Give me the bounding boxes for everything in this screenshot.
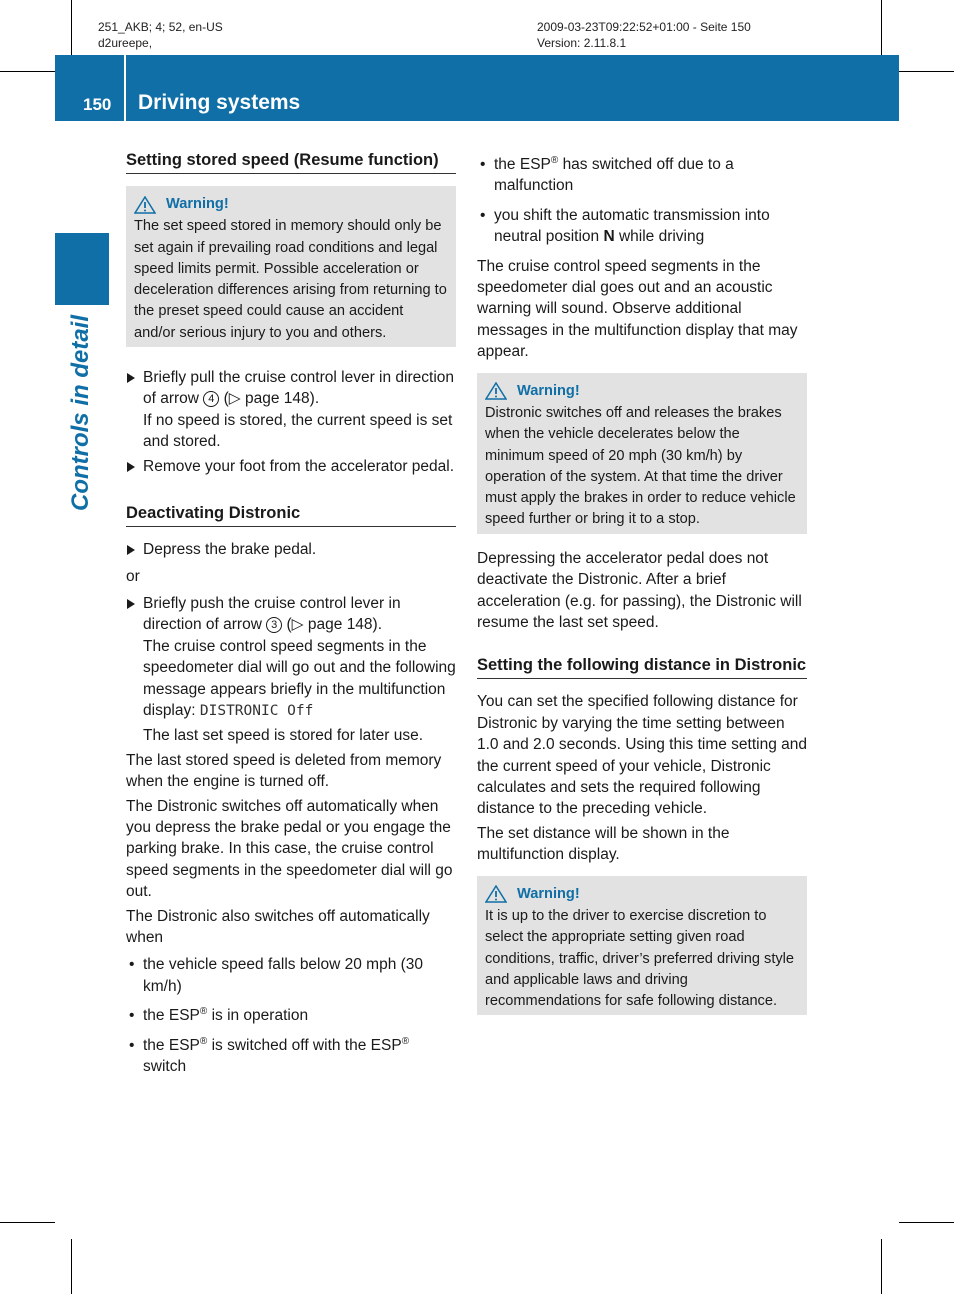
step-text: Depress the brake pedal. (143, 541, 317, 559)
meta-line: d2ureepe, (98, 36, 153, 50)
body-paragraph: The last stored speed is deleted from memory when the engine is turned off. (126, 751, 442, 791)
registered-mark: ® (199, 1035, 208, 1047)
crop-mark (899, 71, 954, 72)
distance-heading: Setting the following distance in Distronic (477, 655, 807, 679)
body-paragraph: The cruise control speed segments in the speedometer dial goes out and an acoustic warning will sound. Observe additional messages in the multifunction display that may appear. (477, 257, 798, 361)
warning-title: Warning! (166, 196, 229, 212)
list-item-text: you shift the automatic transmission into neutral position (494, 206, 770, 246)
arrow-number: 4 (203, 391, 219, 407)
crop-mark (881, 1239, 882, 1294)
body-paragraph: You can set the specified following distance for Distronic by varying the time setting between 1.0 and 2.0 seconds. Using this time setting and the current speed of your vehicle, Distronic calculates and sets the required following distance to the preceding vehicle. (477, 693, 808, 818)
registered-mark: ® (199, 1006, 208, 1018)
crop-mark (881, 0, 882, 55)
list-item: • the ESP® is in operation (129, 1006, 309, 1025)
crop-mark (0, 71, 55, 72)
section-title: Driving systems (138, 91, 301, 114)
meta-line: 251_AKB; 4; 52, en-US (98, 20, 223, 34)
page-reference[interactable]: (▷ page 148). (223, 390, 320, 408)
instruction-step (126, 593, 456, 747)
warning-box (477, 373, 807, 534)
gear-position: N (603, 228, 615, 246)
crop-mark (71, 1239, 72, 1294)
instruction-step (126, 456, 456, 477)
warning-header (134, 194, 448, 215)
warning-box (126, 186, 456, 347)
body-paragraph: The set distance will be shown in the multifunction display. (477, 824, 730, 864)
list-item: • you shift the automatic transmission into neutral position N while driving (480, 206, 770, 246)
or-text: or (126, 567, 140, 585)
header-divider (124, 55, 126, 121)
list-item-text: has switched off due to a malfunction (494, 156, 734, 195)
page-reference[interactable]: (▷ page 148). (286, 616, 383, 634)
print-meta-right (537, 19, 751, 51)
print-meta-left (98, 19, 223, 51)
list-item: • the ESP® has switched off due to a malfunction (480, 154, 734, 195)
step-arrow-icon (127, 545, 135, 555)
chapter-tab (55, 233, 109, 305)
instruction-step (126, 367, 456, 453)
registered-mark: ® (550, 154, 559, 166)
list-item-text: the ESP (494, 156, 551, 173)
step-arrow-icon (127, 373, 135, 383)
warning-header (485, 381, 799, 402)
warning-triangle-icon (485, 885, 507, 903)
list-item-text: the ESP (143, 1036, 200, 1054)
warning-text: Distronic switches off and releases the brakes when the vehicle decelerates below the minimum speed of 20 mph (30 km/h) by operation of the system. At that time the driver must apply the brakes in order to reduce vehicle speed further or bring it to a stop. (485, 404, 796, 528)
registered-mark: ® (401, 1035, 410, 1047)
warning-text: It is up to the driver to exercise discretion to select the appropriate setting given road conditions, traffic, driver’s preferred driving style and applicable laws and driving recommendations for safe following distance. (485, 907, 795, 1010)
list-item: • the ESP® is switched off with the ESP® switch (129, 1035, 410, 1076)
step-arrow-icon (127, 599, 135, 609)
warning-header (485, 884, 799, 905)
warning-text: The set speed stored in memory should only be set again if prevailing road conditions and legal speed limits permit. Possible acceleration or deceleration differences arising from returning to the preset speed could cause an accident and/or serious injury to you and others. (134, 218, 447, 341)
step-result: The cruise control speed segments in the speedometer dial will go out and the following message appears briefly in the multifunction display: (143, 637, 456, 719)
warning-box (477, 876, 807, 1016)
warning-triangle-icon (485, 382, 507, 400)
body-paragraph: Depressing the accelerator pedal does not deactivate the Distronic. After a brief acceleration (e.g. for passing), the Distronic will resume the last set speed. (477, 549, 802, 631)
step-text: Remove your foot from the accelerator pedal. (143, 457, 455, 475)
step-result: The last set speed is stored for later use. (143, 727, 423, 745)
instruction-step (126, 539, 456, 560)
list-item-text: is switched off with the ESP (211, 1036, 402, 1054)
right-column (477, 154, 807, 1029)
list-item-text: is in operation (211, 1007, 309, 1025)
page-number: 150 (83, 95, 112, 114)
list-item-text: the ESP (143, 1007, 200, 1025)
crop-mark (899, 1222, 954, 1223)
meta-line: 2009-03-23T09:22:52+01:00 - Seite 150 (537, 20, 751, 34)
step-text: Briefly push the cruise control lever in direction of arrow (143, 594, 401, 634)
list-item: • the vehicle speed falls below 20 mph (30 km/h) (129, 956, 424, 995)
list-item-text: while driving (618, 228, 705, 246)
display-message: DISTRONIC Off (199, 702, 314, 719)
chapter-label-text: Controls in detail (67, 314, 94, 512)
warning-triangle-icon (134, 196, 156, 214)
left-column (126, 150, 456, 1085)
list-item-text: the vehicle speed falls below 20 mph (30 km/h) (143, 956, 424, 995)
body-paragraph: The Distronic switches off automatically when you depress the brake pedal or you engage the parking brake. In this case, the cruise control speed segments in the speedometer dial will go out. (126, 797, 453, 901)
list-item-text: switch (143, 1058, 187, 1076)
crop-mark (0, 1222, 55, 1223)
crop-mark (71, 0, 72, 55)
step-result: If no speed is stored, the current speed is set and stored. (143, 411, 453, 451)
step-arrow-icon (127, 462, 135, 472)
arrow-number: 3 (266, 617, 282, 633)
deactivate-heading: Deactivating Distronic (126, 503, 456, 527)
resume-heading: Setting stored speed (Resume function) (126, 150, 456, 174)
meta-line: Version: 2.11.8.1 (537, 36, 627, 50)
warning-title: Warning! (517, 885, 580, 902)
warning-title: Warning! (517, 382, 580, 399)
step-text: Briefly pull the cruise control lever in direction of arrow (143, 369, 454, 408)
body-paragraph: The Distronic also switches off automatically when (126, 907, 430, 947)
